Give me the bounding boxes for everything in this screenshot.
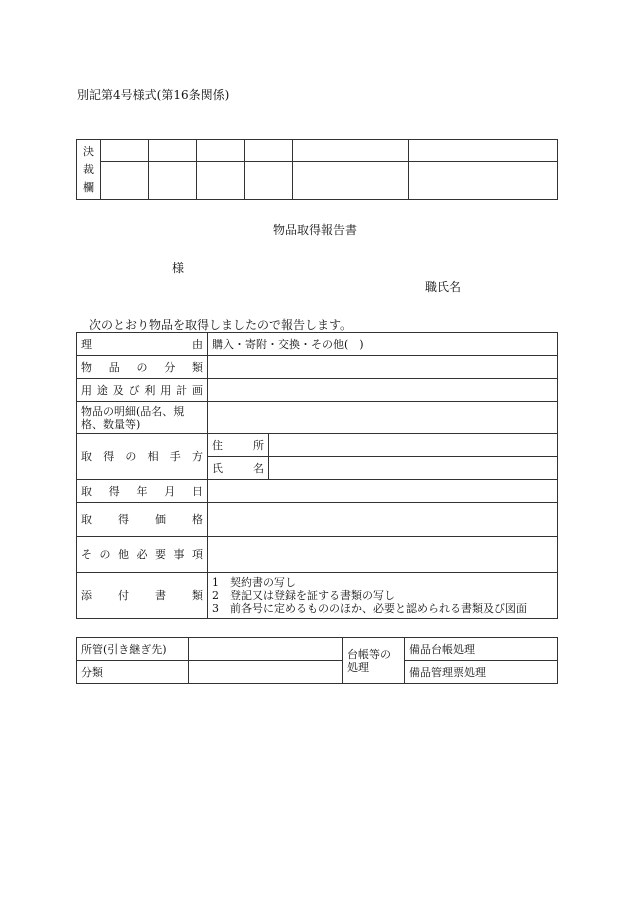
- name-field[interactable]: [269, 457, 558, 480]
- other-label: その他必要事項: [77, 537, 208, 573]
- attachment-item: 2 登記又は登録を証する書類の写し: [212, 589, 395, 602]
- usage-field[interactable]: [208, 379, 558, 402]
- classification-label: 分類: [77, 661, 189, 684]
- approval-cell[interactable]: [197, 140, 245, 162]
- approval-cell[interactable]: [409, 140, 558, 162]
- attachments-list: [208, 573, 558, 619]
- address-label: 住所: [208, 434, 269, 457]
- ledger-item-2: 備品管理票処理: [405, 661, 558, 684]
- counterparty-label: 取得の相手方: [77, 434, 208, 480]
- date-label: 取得年月日: [77, 480, 208, 503]
- date-field[interactable]: [208, 480, 558, 503]
- document-title: 物品取得報告書: [272, 223, 357, 237]
- classification-field[interactable]: [189, 661, 343, 684]
- approval-cell[interactable]: [409, 162, 558, 200]
- price-field[interactable]: [208, 503, 558, 537]
- attachment-item: 3 前各号に定めるもののほか、必要と認められる書類及び図面: [212, 602, 527, 615]
- attachment-item: 1 契約書の写し: [212, 576, 296, 589]
- jurisdiction-field[interactable]: [189, 638, 343, 661]
- usage-label: 用途及び利用計画: [77, 379, 208, 402]
- jurisdiction-label: 所管(引き継ぎ先): [77, 638, 189, 661]
- ledger-item-1: 備品台帳処理: [405, 638, 558, 661]
- approval-cell[interactable]: [245, 162, 293, 200]
- reason-value: 購入・寄附・交換・その他( ): [208, 333, 558, 356]
- approval-cell[interactable]: [101, 162, 149, 200]
- details-label: 物品の明細(品名、規格、数量等): [77, 402, 208, 434]
- price-label: 取得価格: [77, 503, 208, 537]
- approval-cell[interactable]: [197, 162, 245, 200]
- category-label: 物品の分類: [77, 356, 208, 379]
- approval-cell[interactable]: [293, 162, 409, 200]
- bottom-table: [76, 637, 558, 684]
- approval-cell[interactable]: [245, 140, 293, 162]
- ledger-label: 台帳等の処理: [343, 638, 405, 684]
- category-field[interactable]: [208, 356, 558, 379]
- reporter-label: 職氏名: [425, 280, 462, 294]
- approval-cell[interactable]: [149, 162, 197, 200]
- intro-text: 次のとおり物品を取得しましたので報告します。: [89, 318, 353, 332]
- approval-cell[interactable]: [149, 140, 197, 162]
- details-field[interactable]: [208, 402, 558, 434]
- main-table: [76, 332, 558, 619]
- reason-label: 理 由: [77, 333, 208, 356]
- approval-label: 決 裁 欄: [77, 140, 101, 200]
- other-field[interactable]: [208, 537, 558, 573]
- address-field[interactable]: [269, 434, 558, 457]
- attachments-label: 添付書類: [77, 573, 208, 619]
- approval-cell[interactable]: [101, 140, 149, 162]
- approval-cell[interactable]: [293, 140, 409, 162]
- form-reference: 別記第4号様式(第16条関係): [77, 88, 230, 102]
- addressee-suffix: 様: [172, 261, 185, 275]
- name-label: 氏名: [208, 457, 269, 480]
- approval-table: [76, 139, 558, 200]
